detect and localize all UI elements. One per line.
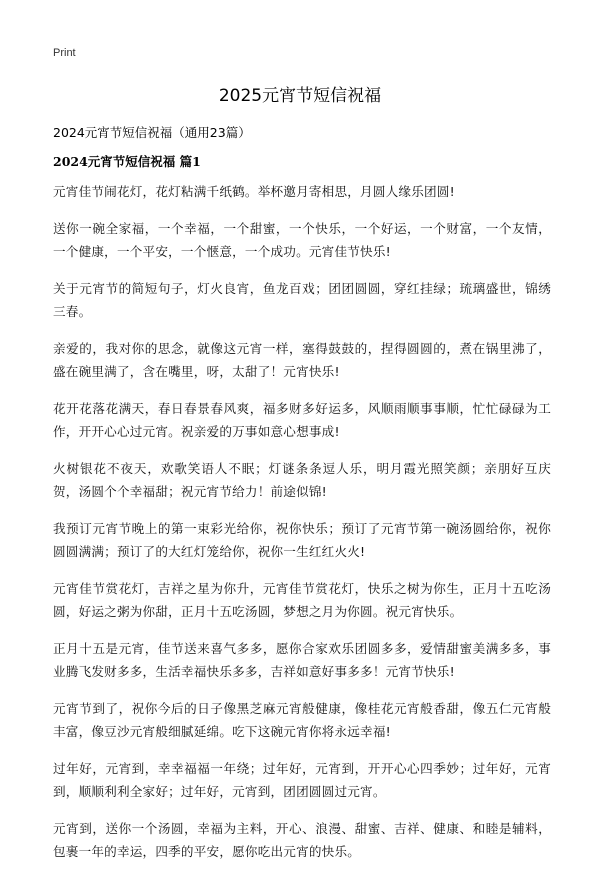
paragraph: 元宵节到了，祝你今后的日子像黑芝麻元宵般健康，像桂花元宵般香甜，像五仁元宵般丰富，像豆沙元宵般细腻延绵。吃下这碗元宵你将永远幸福! <box>53 701 551 739</box>
paragraph: 关于元宵节的简短句子，灯火良宵，鱼龙百戏；团团圆圆，穿红挂绿；琉璃盛世，锦绣三春。 <box>53 281 551 319</box>
paragraph: 送你一碗全家福，一个幸福，一个甜蜜，一个快乐，一个好运，一个财富，一个友情，一个健康，一个平安，一个惬意，一个成功。元宵佳节快乐! <box>53 221 551 259</box>
print-link[interactable]: Print <box>53 47 76 59</box>
paragraph: 元宵佳节赏花灯，吉祥之星为你升，元宵佳节赏花灯，快乐之树为你生，正月十五吃汤圆，好运之粥为你甜，正月十五吃汤圆，梦想之月为你圆。祝元宵快乐。 <box>53 581 551 619</box>
paragraph: 花开花落花满天，春日春景春风爽，福多财多好运多，风顺雨顺事事顺，忙忙碌碌为工作，开开心心过元宵。祝亲爱的万事如意心想事成! <box>53 401 551 439</box>
paragraph: 我预订元宵节晚上的第一束彩光给你，祝你快乐；预订了元宵节第一碗汤圆给你，祝你圆圆满满；预订了的大红灯笼给你，祝你一生红红火火! <box>53 521 551 559</box>
paragraph: 火树银花不夜天，欢歌笑语人不眠；灯谜条条逗人乐，明月霞光照笑颜；亲朋好互庆贺，汤圆个个幸福甜；祝元宵节给力！前途似锦! <box>53 461 551 499</box>
paragraph: 正月十五是元宵，佳节送来喜气多多，愿你合家欢乐团圆多多，爱情甜蜜美满多多，事业腾飞发财多多，生活幸福快乐多多，吉祥如意好事多多！元宵节快乐! <box>53 641 551 679</box>
paragraph: 亲爱的，我对你的思念，就像这元宵一样，塞得鼓鼓的，捏得圆圆的，煮在锅里沸了，盛在碗里满了，含在嘴里，呀，太甜了！元宵快乐! <box>53 341 551 379</box>
paragraph: 过年好，元宵到，幸幸福福一年绕；过年好，元宵到，开开心心四季妙；过年好，元宵到，顺顺利利全家好；过年好，元宵到，团团圆圆过元宵。 <box>53 761 551 799</box>
paragraph-list <box>53 180 551 877</box>
document-subtitle: 2024元宵节短信祝福（通用23篇） <box>53 125 251 140</box>
section-heading: 2024元宵节短信祝福 篇1 <box>53 154 201 169</box>
paragraph: 元宵佳节闹花灯，花灯粘满千纸鹤。举杯邀月寄相思，月圆人缘乐团圆! <box>53 184 455 199</box>
paragraph: 元宵到，送你一个汤圆，幸福为主料，开心、浪漫、甜蜜、吉祥、健康、和睦是辅料，包裹一年的幸运，四季的平安，愿你吃出元宵的快乐。 <box>53 821 551 859</box>
document-title: 2025元宵节短信祝福 <box>218 86 382 106</box>
